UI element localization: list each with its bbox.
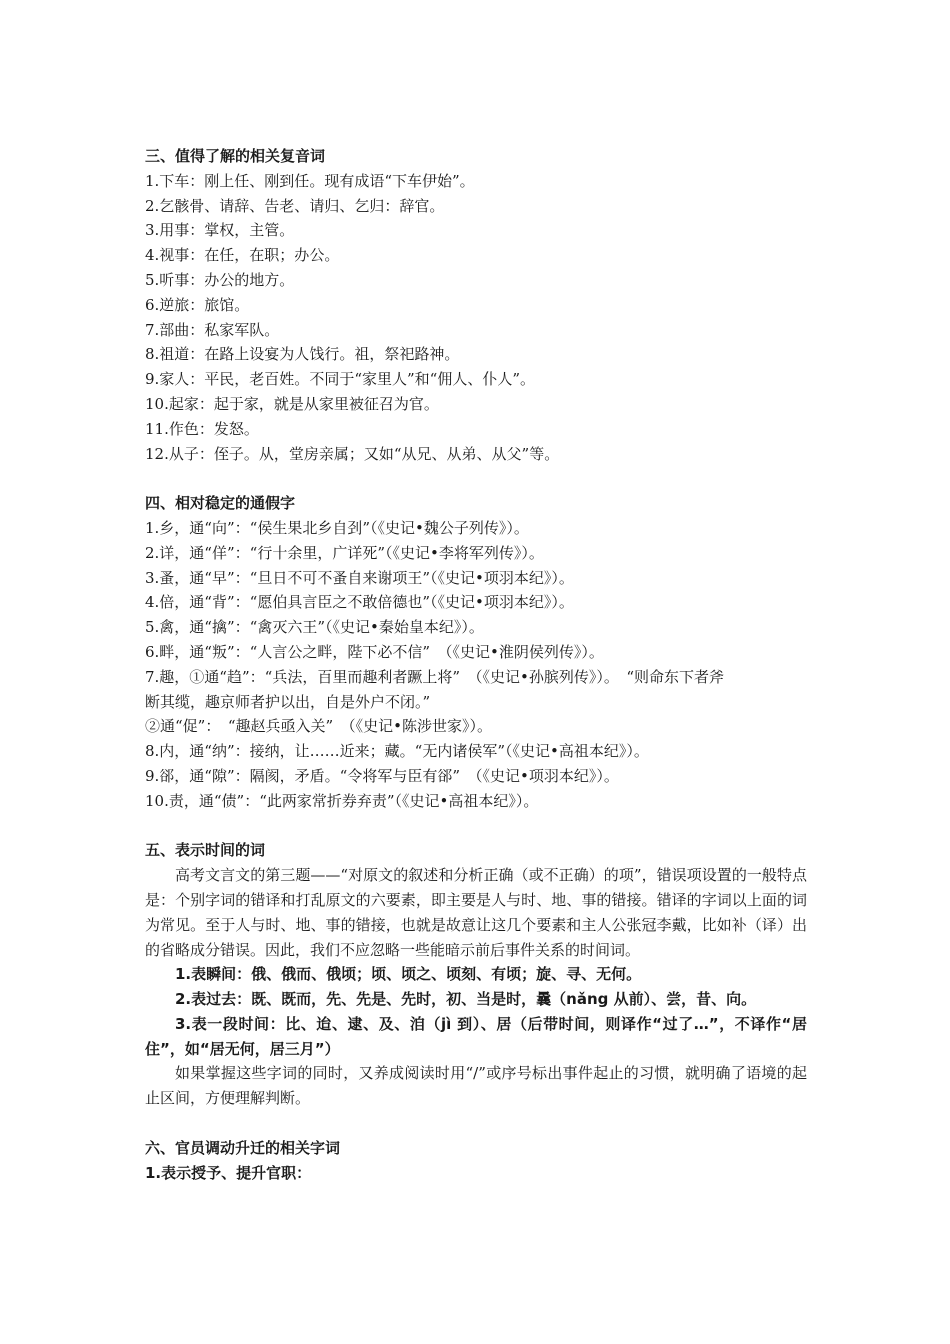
- section-gap: [145, 466, 807, 491]
- list-item: 断其缆，趣京师者护以出，自是外户不闭。”: [145, 692, 431, 711]
- section-5-heading: 五、表示时间的词: [145, 841, 266, 860]
- section-6-heading: 六、官员调动升迁的相关字词: [145, 1138, 341, 1157]
- document-page: [145, 144, 807, 1185]
- time-words-duration: 3.表一段时间：比、迨、逮、及、洎（jì 到）、居（后带时间，则译作“过了…”，不译作“居住”，如“居无何，居三月”）: [145, 1014, 807, 1058]
- list-item: 9.郤，通“隙”：隔阂，矛盾。“令将军与臣有郤” （《史记•项羽本纪》）。: [145, 766, 619, 785]
- list-item: 10.起家：起于家，就是从家里被征召为官。: [145, 394, 439, 413]
- section-5-intro: 高考文言文的第三题——“对原文的叙述和分析正确（或不正确）的项”，错误项设置的一般特点是：个别字词的错译和打乱原文的六要素，即主要是人与时、地、事的错接。错译的字词以上面的词为常见。至于人与时、地、事的错接，也就是故意让这几个要素和主人公张冠李戴，比如补（译）出的省略成分错误。因此，我们不应忽略一些能暗示前后事件关系的时间词。: [145, 866, 807, 959]
- list-item: 5.听事：办公的地方。: [145, 270, 295, 289]
- section-5-closing: 如果掌握这些字词的同时，又养成阅读时用“/”或序号标出事件起止的习惯，就明确了语境的起止区间，方便理解判断。: [145, 1064, 807, 1108]
- list-item: 12.从子：侄子。从，堂房亲属；又如“从兄、从弟、从父”等。: [145, 444, 560, 463]
- list-item: 7.趣，①通“趋”：“兵法，百里而趣利者蹶上将” （《史记•孙膑列传》）。 “则命东下者斧: [145, 667, 725, 686]
- list-item: 5.禽，通“擒”：“禽灭六王”（《史记•秦始皇本纪》）。: [145, 618, 484, 637]
- time-words-past: 2.表过去：既、既而，先、先是、先时，初、当是时，曩（nǎng 从前）、尝，昔、向。: [175, 990, 757, 1009]
- list-item: 8.内，通“纳”：接纳，让……近来；藏。“无内诸侯军”（《史记•高祖本纪》）。: [145, 742, 649, 761]
- list-item: 8.祖道：在路上设宴为人饯行。祖，祭祀路神。: [145, 345, 460, 364]
- section-6-subheading: 1.表示授予、提升官职：: [145, 1163, 312, 1182]
- list-item: 10.责，通“债”：“此两家常折券弃责”（《史记•高祖本纪》）。: [145, 791, 539, 810]
- list-item: 2.详，通“佯”：“行十余里，广详死”（《史记•李将军列传》）。: [145, 543, 544, 562]
- list-item: 9.家人：平民，老百姓。不同于“家里人”和“佣人、仆人”。: [145, 370, 535, 389]
- list-item: 1.乡，通“向”：“侯生果北乡自刭”（《史记•魏公子列传》）。: [145, 518, 529, 537]
- list-item: 7.部曲：私家军队。: [145, 320, 280, 339]
- list-item: 3.用事：掌权，主管。: [145, 221, 295, 240]
- list-item: 11.作色：发怒。: [145, 419, 259, 438]
- list-item: 6.逆旅：旅馆。: [145, 295, 250, 314]
- section-4-list: [145, 516, 807, 814]
- section-gap: [145, 1111, 807, 1136]
- section-3-heading: 三、值得了解的相关复音词: [145, 147, 326, 165]
- list-item: 4.视事：在任，在职；办公。: [145, 246, 340, 265]
- list-item: 6.畔，通“叛”：“人言公之畔，陛下必不信” （《史记•淮阴侯列传》）。: [145, 642, 604, 661]
- time-words-instant: 1.表瞬间：俄、俄而、俄顷；顷、顷之、顷刻、有顷；旋、寻、无何。: [175, 965, 642, 984]
- list-item: 3.蚤，通“早”：“旦日不可不蚤自来谢项王”（《史记•项羽本纪》）。: [145, 568, 574, 587]
- section-3-list: [145, 169, 807, 467]
- list-item: ②通“促”： “趣赵兵亟入关” （《史记•陈涉世家》）。: [145, 717, 493, 736]
- list-item: 1.下车：刚上任、刚到任。现有成语“下车伊始”。: [145, 171, 475, 190]
- section-4-heading: 四、相对稳定的通假字: [145, 494, 296, 513]
- list-item: 2.乞骸骨、请辞、告老、请归、乞归：辞官。: [145, 196, 445, 215]
- section-gap: [145, 814, 807, 839]
- list-item: 4.倍，通“背”：“愿伯具言臣之不敢倍德也”（《史记•项羽本纪》）。: [145, 593, 574, 612]
